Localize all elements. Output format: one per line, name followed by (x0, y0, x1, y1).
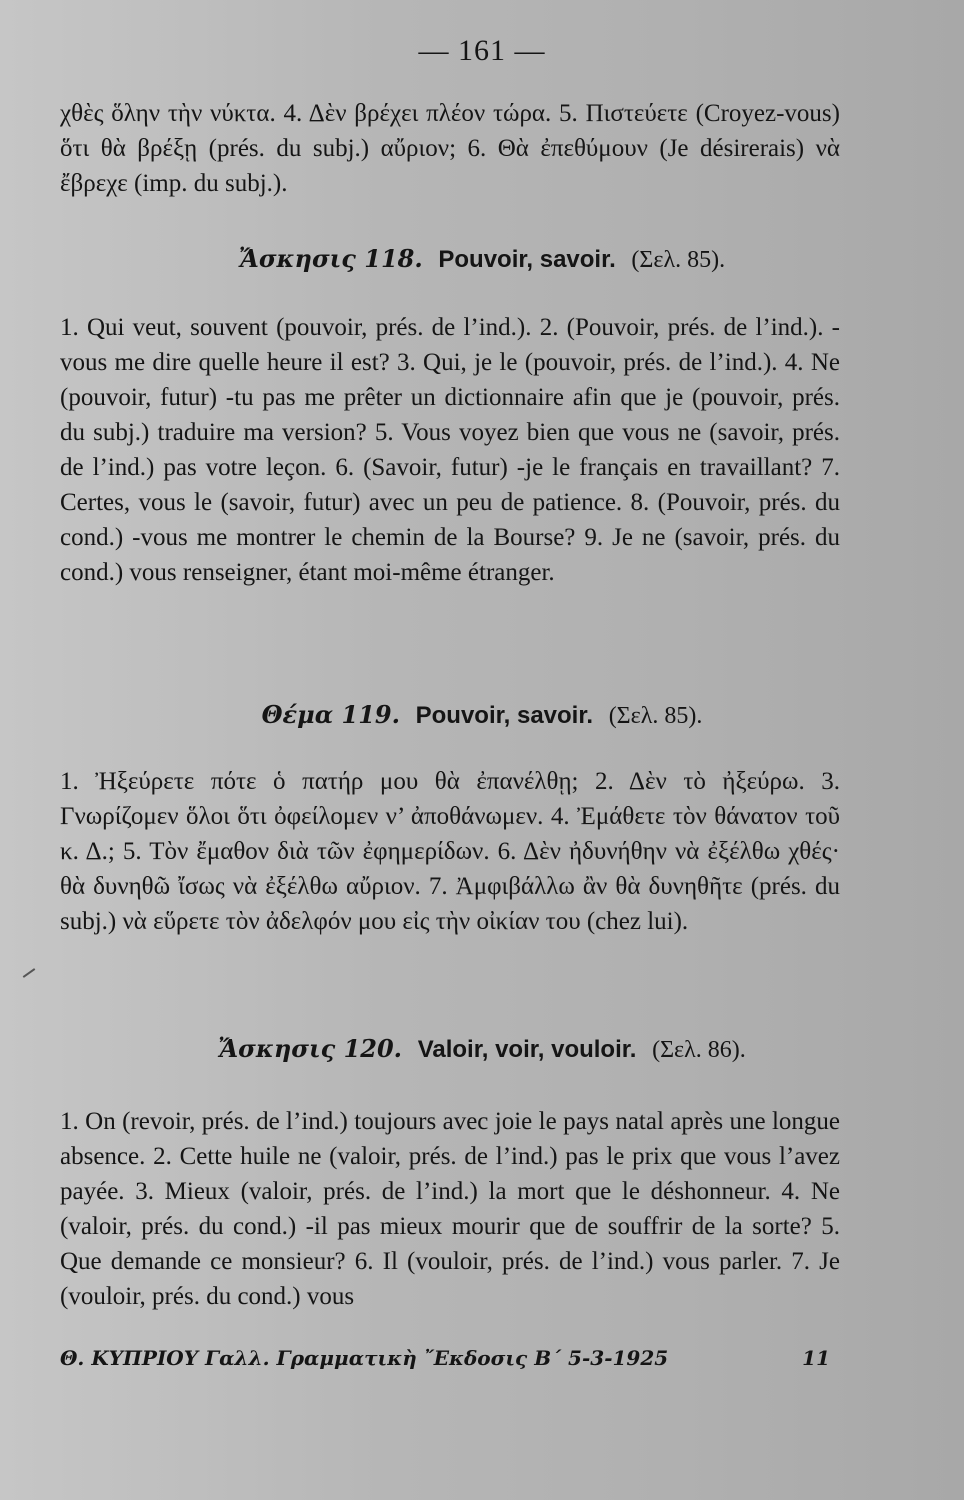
intro-text: χθὲς ὅλην τὴν νύκτα. 4. Δὲν βρέχει πλέον τώρα. 5. Πιστεύετε (Croyez-vous) ὅτι θὰ βρέξῃ (prés. du subj.) αὔριον; 6. Θὰ ἐπεθύμουν (Je désirerais) νὰ ἔβρεχε (imp. du subj.). (60, 100, 840, 197)
footer-signature: Θ. ΚΥΠΡΙΟΥ Γαλλ. Γραμματικὴ ῎Εκδοσις Β΄ 5-3-1925 (60, 1346, 669, 1370)
exercise-118-text: 1. Qui veut, souvent (pouvoir, prés. de l’ind.). 2. (Pouvoir, prés. de l’ind.). -vous me dire quelle heure il est? 3. Qui, je le (pouvoir, prés. de l’ind.). 4. Ne (pouvoir, futur) -tu pas me prêter un dictionnaire afin que je (pouvoir, prés. du subj.) traduire ma version? 5. Vous voyez bien que vous ne (savoir, prés. de l’ind.) pas votre leçon. 6. (Savoir, futur) -je le français en travaillant? 7. Certes, vous le (savoir, futur) avec un peu de patience. 8. (Pouvoir, prés. du cond.) -vous me montrer le chemin de la Bourse? 9. Je ne (savoir, prés. du cond.) vous renseigner, étant moi-même étranger. (60, 314, 840, 586)
theme-119-number: Θέμα 119. (261, 700, 400, 729)
exercise-120-page-ref: (Σελ. 86). (652, 1037, 746, 1063)
exercise-118-body (60, 310, 840, 590)
theme-119-page-ref: (Σελ. 85). (608, 703, 703, 729)
exercise-118-page-ref: (Σελ. 85). (631, 247, 726, 273)
page-footer (60, 1346, 830, 1370)
intro-paragraph (60, 96, 840, 201)
footer-sheet-number: 11 (802, 1346, 830, 1370)
exercise-118-number: Ἄσκησις 118. (238, 244, 423, 273)
exercise-120-text: 1. On (revoir, prés. de l’ind.) toujours avec joie le pays natal après une longue absence. 2. Cette huile ne (valoir, prés. de l’ind.) pas le prix que vous l’avez payée. 3. Mieux (valoir, prés. de l’ind.) la mort que le déshonneur. 4. Ne (valoir, prés. du cond.) -il pas mieux mourir que de souffrir de la sorte? 5. Que demande ce monsieur? 6. Il (vouloir, prés. de l’ind.) vous parler. 7. Je (vouloir, prés. du cond.) vous (60, 1108, 840, 1310)
exercise-120-number: Ἄσκησις 120. (218, 1034, 403, 1063)
exercise-120-heading (0, 1034, 964, 1064)
page-number: — 161 — (418, 34, 546, 67)
theme-119-title: Pouvoir, savoir. (415, 702, 594, 729)
ink-mark (23, 968, 36, 978)
theme-119-text: 1. Ἠξεύρετε πότε ὁ πατήρ μου θὰ ἐπανέλθῃ; 2. Δὲν τὸ ἠξεύρω. 3. Γνωρίζομεν ὅλοι ὅτι ὀφείλομεν ν’ ἀποθάνωμεν. 4. Ἐμάθετε τὸν θάνατον τοῦ κ. Δ.; 5. Τὸν ἔμαθον διὰ τῶν ἐφημερίδων. 6. Δὲν ἠδυνήθην νὰ ἐξέλθω χθές· θὰ δυνηθῶ ἴσως νὰ ἐξέλθω αὔριον. 7. Ἀμφιβάλλω ἂν θὰ δυνηθῆτε (prés. du subj.) νὰ εὕρετε τὸν ἀδελφόν μου εἰς τὴν οἰκίαν του (chez lui). (60, 768, 840, 935)
exercise-120-title: Valoir, voir, vouloir. (417, 1036, 637, 1063)
exercise-120-body (60, 1104, 840, 1314)
theme-119-heading (0, 700, 964, 730)
theme-119-body (60, 764, 840, 939)
exercise-118-heading (0, 244, 964, 274)
exercise-118-title: Pouvoir, savoir. (438, 246, 616, 273)
